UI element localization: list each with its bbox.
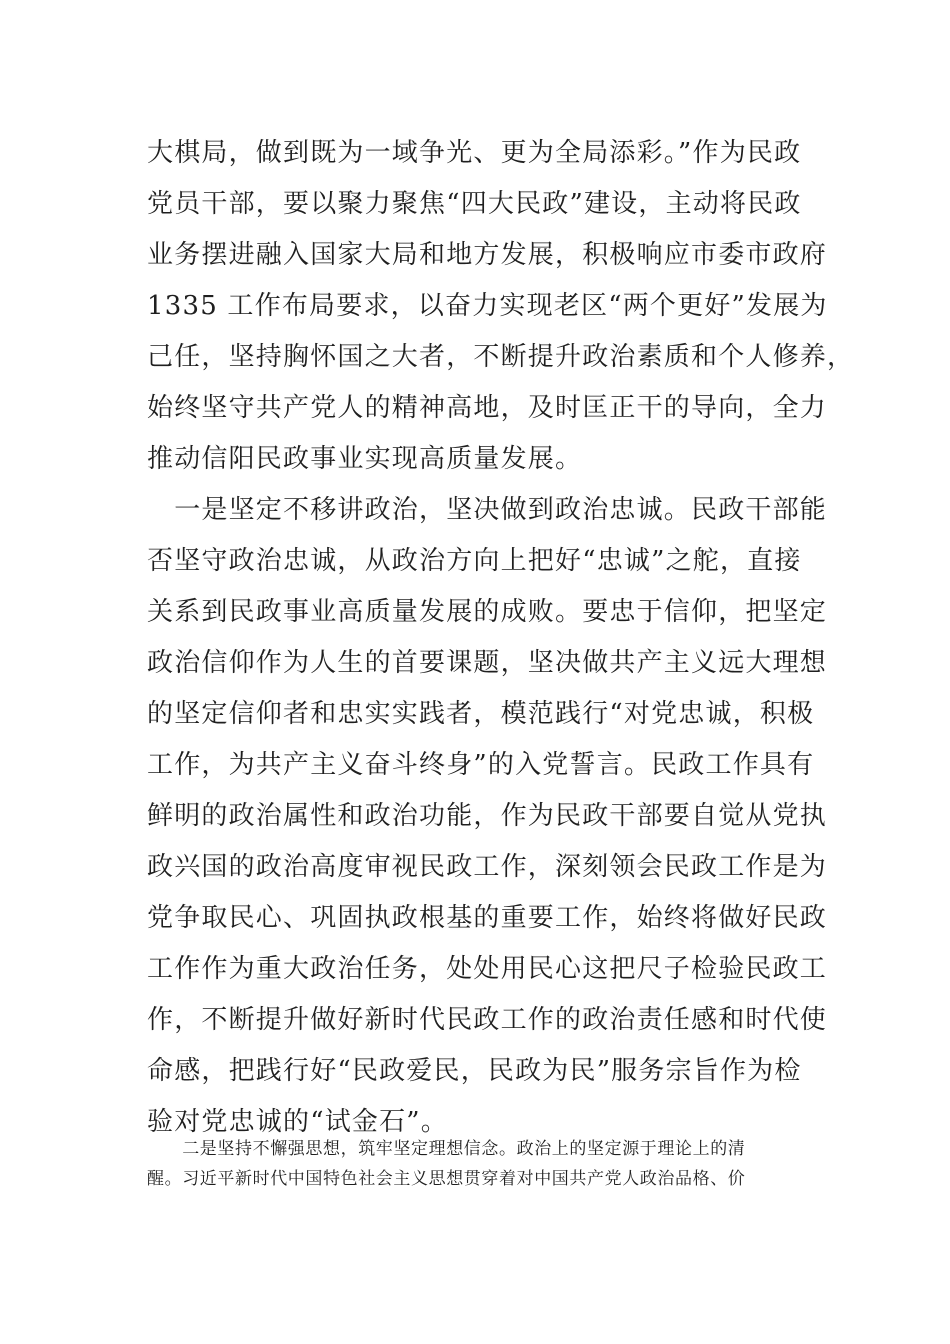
text-line: 政兴国的政治高度审视民政工作，深刻领会民政工作是为 bbox=[147, 852, 828, 882]
text-line: 工作，为共产主义奋斗终身”的入党誓言。民政工作具有 bbox=[147, 750, 815, 780]
paragraph-intro bbox=[147, 128, 855, 485]
text-line: 大棋局，做到既为一域争光、更为全局添彩。”作为民政 bbox=[147, 138, 802, 168]
text-line: 推动信阳民政事业实现高质量发展。 bbox=[147, 444, 583, 474]
text-line: 作，不断提升做好新时代民政工作的政治责任感和时代使 bbox=[147, 1005, 828, 1035]
text-line: 关系到民政事业高质量发展的成败。要忠于信仰，把坚定 bbox=[147, 597, 828, 627]
text-line: 己任，坚持胸怀国之大者，不断提升政治素质和个人修养， bbox=[147, 342, 855, 372]
text-line: 业务摆进融入国家大局和地方发展，积极响应市委市政府 bbox=[147, 240, 828, 270]
text-line: 否坚守政治忠诚，从政治方向上把好“忠诚”之舵，直接 bbox=[147, 546, 802, 576]
paragraph-strengthen-thought bbox=[147, 1134, 807, 1194]
text-line: 命感，把践行好“民政爱民，民政为民”服务宗旨作为检 bbox=[147, 1056, 802, 1086]
text-line: 党员干部，要以聚力聚焦“四大民政”建设，主动将民政 bbox=[147, 189, 802, 219]
text-line: 二是坚持不懈强思想，筑牢坚定理想信念。政治上的坚定源于理论上的清 bbox=[147, 1139, 746, 1159]
text-line: 验对党忠诚的“试金石”。 bbox=[147, 1107, 448, 1137]
text-line: 党争取民心、巩固执政根基的重要工作，始终将做好民政 bbox=[147, 903, 828, 933]
text-line: 的坚定信仰者和忠实实践者，模范践行“对党忠诚，积极 bbox=[147, 699, 815, 729]
text-line: 鲜明的政治属性和政治功能，作为民政干部要自觉从党执 bbox=[147, 801, 828, 831]
text-line: 醒。习近平新时代中国特色社会主义思想贯穿着对中国共产党人政治品格、价 bbox=[147, 1169, 746, 1189]
text-line: 政治信仰作为人生的首要课题，坚决做共产主义远大理想 bbox=[147, 648, 828, 678]
text-line: 始终坚守共产党人的精神高地，及时匡正干的导向，全力 bbox=[147, 393, 828, 423]
paragraph-political-loyalty bbox=[147, 485, 828, 1148]
text-line: 工作作为重大政治任务，处处用民心这把尺子检验民政工 bbox=[147, 954, 828, 984]
text-line: 1335 工作布局要求，以奋力实现老区“两个更好”发展为 bbox=[147, 291, 828, 321]
text-line: 一是坚定不移讲政治，坚决做到政治忠诚。民政干部能 bbox=[147, 495, 828, 525]
